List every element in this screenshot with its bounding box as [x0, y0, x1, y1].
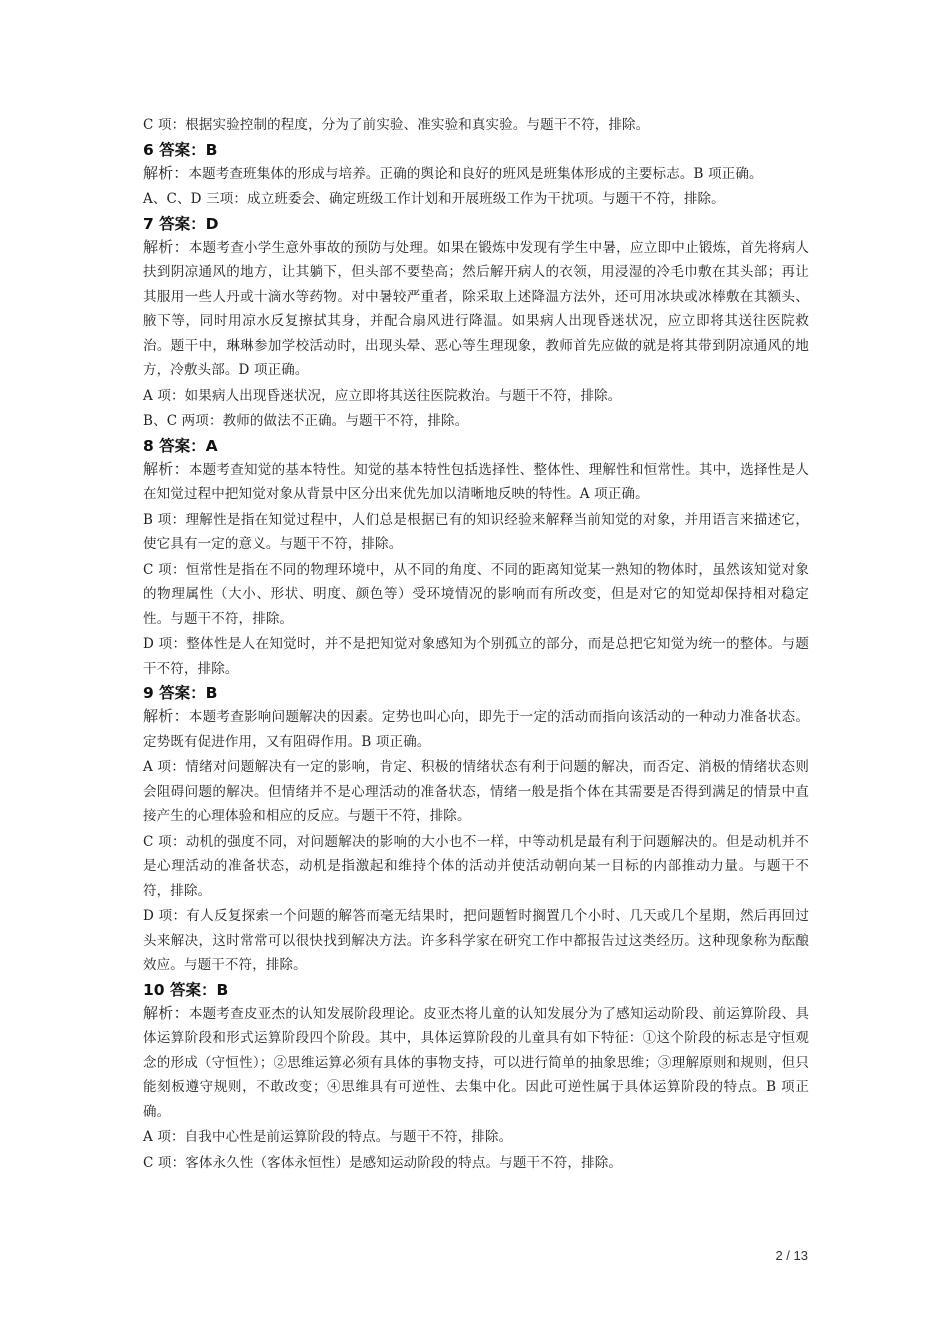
analysis-paragraph — [143, 457, 809, 507]
analysis-label: 解析： — [143, 163, 189, 182]
option-paragraph: C 项：恒常性是指在不同的物理环境中，从不同的角度、不同的距离知觉某一熟知的物体时，虽然该知觉对象的物理属性（大小、形状、明度、颜色等）受环境情况的影响而有所改变，但是对它的知觉却保持相对稳定性。与题干不符，排除。 — [143, 561, 809, 627]
answer-heading: 8 答案：A — [143, 436, 218, 455]
analysis-label: 解析： — [143, 707, 189, 725]
analysis-paragraph — [143, 704, 809, 754]
answer-heading: 7 答案：D — [143, 214, 219, 233]
page-number: 2 / 13 — [775, 1248, 808, 1263]
option-paragraph: A、C、D 三项：成立班委会、确定班级工作计划和开展班级工作为干扰项。与题干不符，排除。 — [143, 191, 725, 207]
option-paragraph: A 项：情绪对问题解决有一定的影响，肯定、积极的情绪状态有利于问题的解决，而否定、消极的情绪状态则会阻碍问题的解决。但情绪并不是心理活动的准备状态，情绪一般是指个体在其需要是否得到满足的情景中直接产生的心理体验和相应的反应。与题干不符，排除。 — [143, 759, 809, 824]
option-paragraph: A 项：如果病人出现昏迷状况，应立即将其送往医院救治。与题干不符，排除。 — [143, 387, 622, 404]
analysis-paragraph — [143, 235, 809, 383]
analysis-text: 本题考查班集体的形成与培养。正确的舆论和良好的班风是班集体形成的主要标志。B 项正确。 — [188, 165, 763, 182]
option-paragraph: D 项：有人反复探索一个问题的解答而毫无结果时，把问题暂时搁置几个小时、几天或几个星期，然后再回过头来解决，这时常常可以很快找到解决方法。许多科学家在研究工作中都报告过这类经历。这种现象称为酝酿效应。与题干不符，排除。 — [143, 908, 809, 973]
analysis-label: 解析： — [143, 459, 189, 478]
analysis-paragraph — [143, 1001, 809, 1125]
option-paragraph: C 项：动机的强度不同，对问题解决的影响的大小也不一样，中等动机是最有利于问题解决的。但是动机并不是心理活动的准备状态，动机是指激起和维持个体的活动并使活动朝向某一目标的内部推动力量。与题干不符，排除。 — [143, 833, 809, 899]
analysis-label: 解析： — [143, 1003, 189, 1022]
analysis-text: 本题考查影响问题解决的因素。定势也叫心向，即先于一定的活动而指向该活动的一种动力准备状态。定势既有促进作用，又有阻碍作用。B 项正确。 — [143, 709, 810, 750]
option-paragraph: B、C 两项：教师的做法不正确。与题干不符，排除。 — [143, 413, 469, 429]
analysis-text: 本题考查小学生意外事故的预防与处理。如果在锻炼中发现有学生中暑，应立即中止锻炼，首先将病人扶到阴凉通风的地方，让其躺下，但头部不要垫高；然后解开病人的衣领，用浸湿的冷毛巾敷在其头部；再让其服用一些人丹或十滴水等药物。对中暑较严重者，除采取上述降温方法外，还可用冰块或冰棒敷在其额头、腋下等，同时用凉水反复擦拭其身，并配合扇风进行降温。如果病人出现昏迷状况，应立即将其送往医院救治。题干中，琳琳参加学校活动时，出现头晕、恶心等生理现象，教师首先应做的就是将其带到阴凉通风的地方，冷敷头部。D 项正确。 — [143, 239, 810, 378]
option-paragraph: C 项：根据实验控制的程度，分为了前实验、准实验和真实验。与题干不符，排除。 — [143, 117, 650, 133]
analysis-text: 本题考查皮亚杰的认知发展阶段理论。皮亚杰将儿童的认知发展分为了感知运动阶段、前运算阶段、具体运算阶段和形式运算阶段四个阶段。其中，具体运算阶段的儿童具有如下特征：①这个阶段的标志是守恒观念的形成（守恒性）；②思维运算必须有具体的事物支持，可以进行简单的抽象思维；③理解原则和规则，但只能刻板遵守规则，不敢改变；④思维具有可逆性、去集中化。因此可逆性属于具体运算阶段的特点。B 项正确。 — [143, 1005, 810, 1120]
document-body — [143, 113, 809, 1176]
analysis-paragraph — [143, 161, 809, 187]
answer-heading: 10 答案：B — [143, 980, 229, 999]
answer-heading: 9 答案：B — [143, 684, 218, 702]
option-paragraph: C 项：客体永久性（客体永恒性）是感知运动阶段的特点。与题干不符，排除。 — [143, 1154, 623, 1171]
option-paragraph: D 项：整体性是人在知觉时，并不是把知觉对象感知为个别孤立的部分，而是总把它知觉为统一的整体。与题干不符，排除。 — [143, 636, 809, 677]
analysis-text: 本题考查知觉的基本特性。知觉的基本特性包括选择性、整体性、理解性和恒常性。其中，选择性是人在知觉过程中把知觉对象从背景中区分出来优先加以清晰地反映的特性。A 项正确。 — [143, 461, 810, 502]
option-paragraph: B 项：理解性是指在知觉过程中，人们总是根据已有的知识经验来解释当前知觉的对象，并用语言来描述它，使它具有一定的意义。与题干不符，排除。 — [143, 511, 809, 552]
answer-heading: 6 答案：B — [143, 140, 218, 159]
analysis-label: 解析： — [143, 237, 189, 256]
option-paragraph: A 项：自我中心性是前运算阶段的特点。与题干不符，排除。 — [143, 1129, 513, 1145]
